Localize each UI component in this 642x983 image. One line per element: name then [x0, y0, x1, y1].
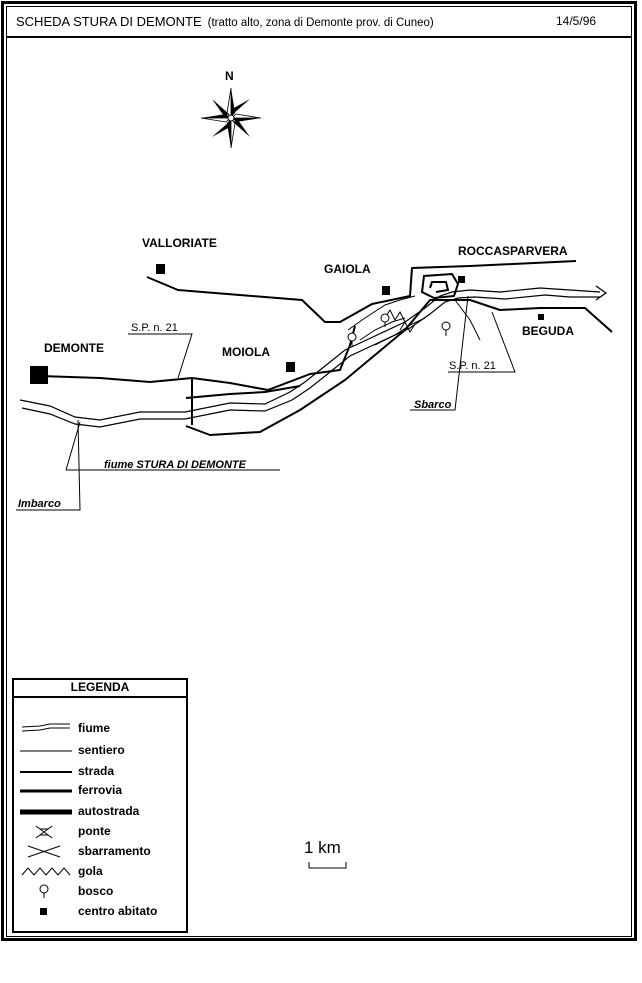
- compass-north-label: N: [225, 69, 234, 83]
- legend-item-railway: [14, 782, 186, 798]
- legend-item-river: [14, 720, 186, 736]
- legend-item-bridge: [14, 823, 186, 839]
- legend-box: [12, 678, 188, 933]
- legend-label: fiume: [78, 721, 111, 735]
- scale-bar: [300, 838, 360, 874]
- river-layer: [20, 286, 606, 427]
- legend-label: autostrada: [78, 804, 140, 818]
- bridge-icon: [20, 823, 72, 839]
- compass-rose-icon: [201, 88, 261, 148]
- town-icon: [20, 903, 72, 919]
- gorge-icon: [20, 863, 72, 879]
- legend-item-dam: [14, 843, 186, 859]
- legend-label: sentiero: [78, 743, 125, 757]
- tree-icon: [20, 883, 72, 899]
- legend-item-town: [14, 903, 186, 919]
- railway-icon: [20, 782, 72, 798]
- legend-item-path: [14, 742, 186, 758]
- label-demonte: DEMONTE: [44, 341, 104, 355]
- map-date: 14/5/96: [556, 14, 597, 28]
- highway-icon: [20, 803, 72, 819]
- place-labels: [44, 236, 574, 359]
- map-title: SCHEDA STURA DI DEMONTE: [16, 14, 202, 29]
- river-icon: [20, 720, 72, 736]
- legend-label: sbarramento: [78, 844, 151, 858]
- scale-bar-icon: [308, 860, 348, 870]
- dam-icon: [20, 843, 72, 859]
- path-icon: [20, 742, 72, 758]
- legend-label: strada: [78, 764, 115, 778]
- label-sp21-right: S.P. n. 21: [449, 360, 496, 372]
- legend-label: bosco: [78, 884, 114, 898]
- label-valloriate: VALLORIATE: [142, 236, 217, 250]
- label-sbarco: Sbarco: [414, 399, 452, 411]
- legend-label: gola: [78, 864, 103, 878]
- roccasparvera-loop: [422, 274, 458, 298]
- legend-label: ponte: [78, 824, 111, 838]
- label-imbarco: Imbarco: [18, 498, 61, 510]
- legend-label: ferrovia: [78, 783, 123, 797]
- roads-layer: [40, 261, 612, 435]
- legend-title: LEGENDA: [14, 680, 186, 698]
- label-beguda: BEGUDA: [522, 324, 575, 338]
- legend-label: centro abitato: [78, 904, 158, 918]
- road-icon: [20, 763, 72, 779]
- label-gaiola: GAIOLA: [324, 262, 371, 276]
- legend-item-woods: [14, 883, 186, 899]
- label-sp21-left: S.P. n. 21: [131, 322, 178, 334]
- scale-label: 1 km: [304, 838, 341, 857]
- label-moiola: MOIOLA: [222, 345, 270, 359]
- label-roccasparvera: ROCCASPARVERA: [458, 244, 568, 258]
- legend-item-road: [14, 763, 186, 779]
- legend-item-highway: [14, 803, 186, 819]
- legend-item-gorge: [14, 863, 186, 879]
- label-fiume: fiume STURA DI DEMONTE: [104, 459, 246, 471]
- map-subtitle: (tratto alto, zona di Demonte prov. di Cuneo): [207, 17, 434, 29]
